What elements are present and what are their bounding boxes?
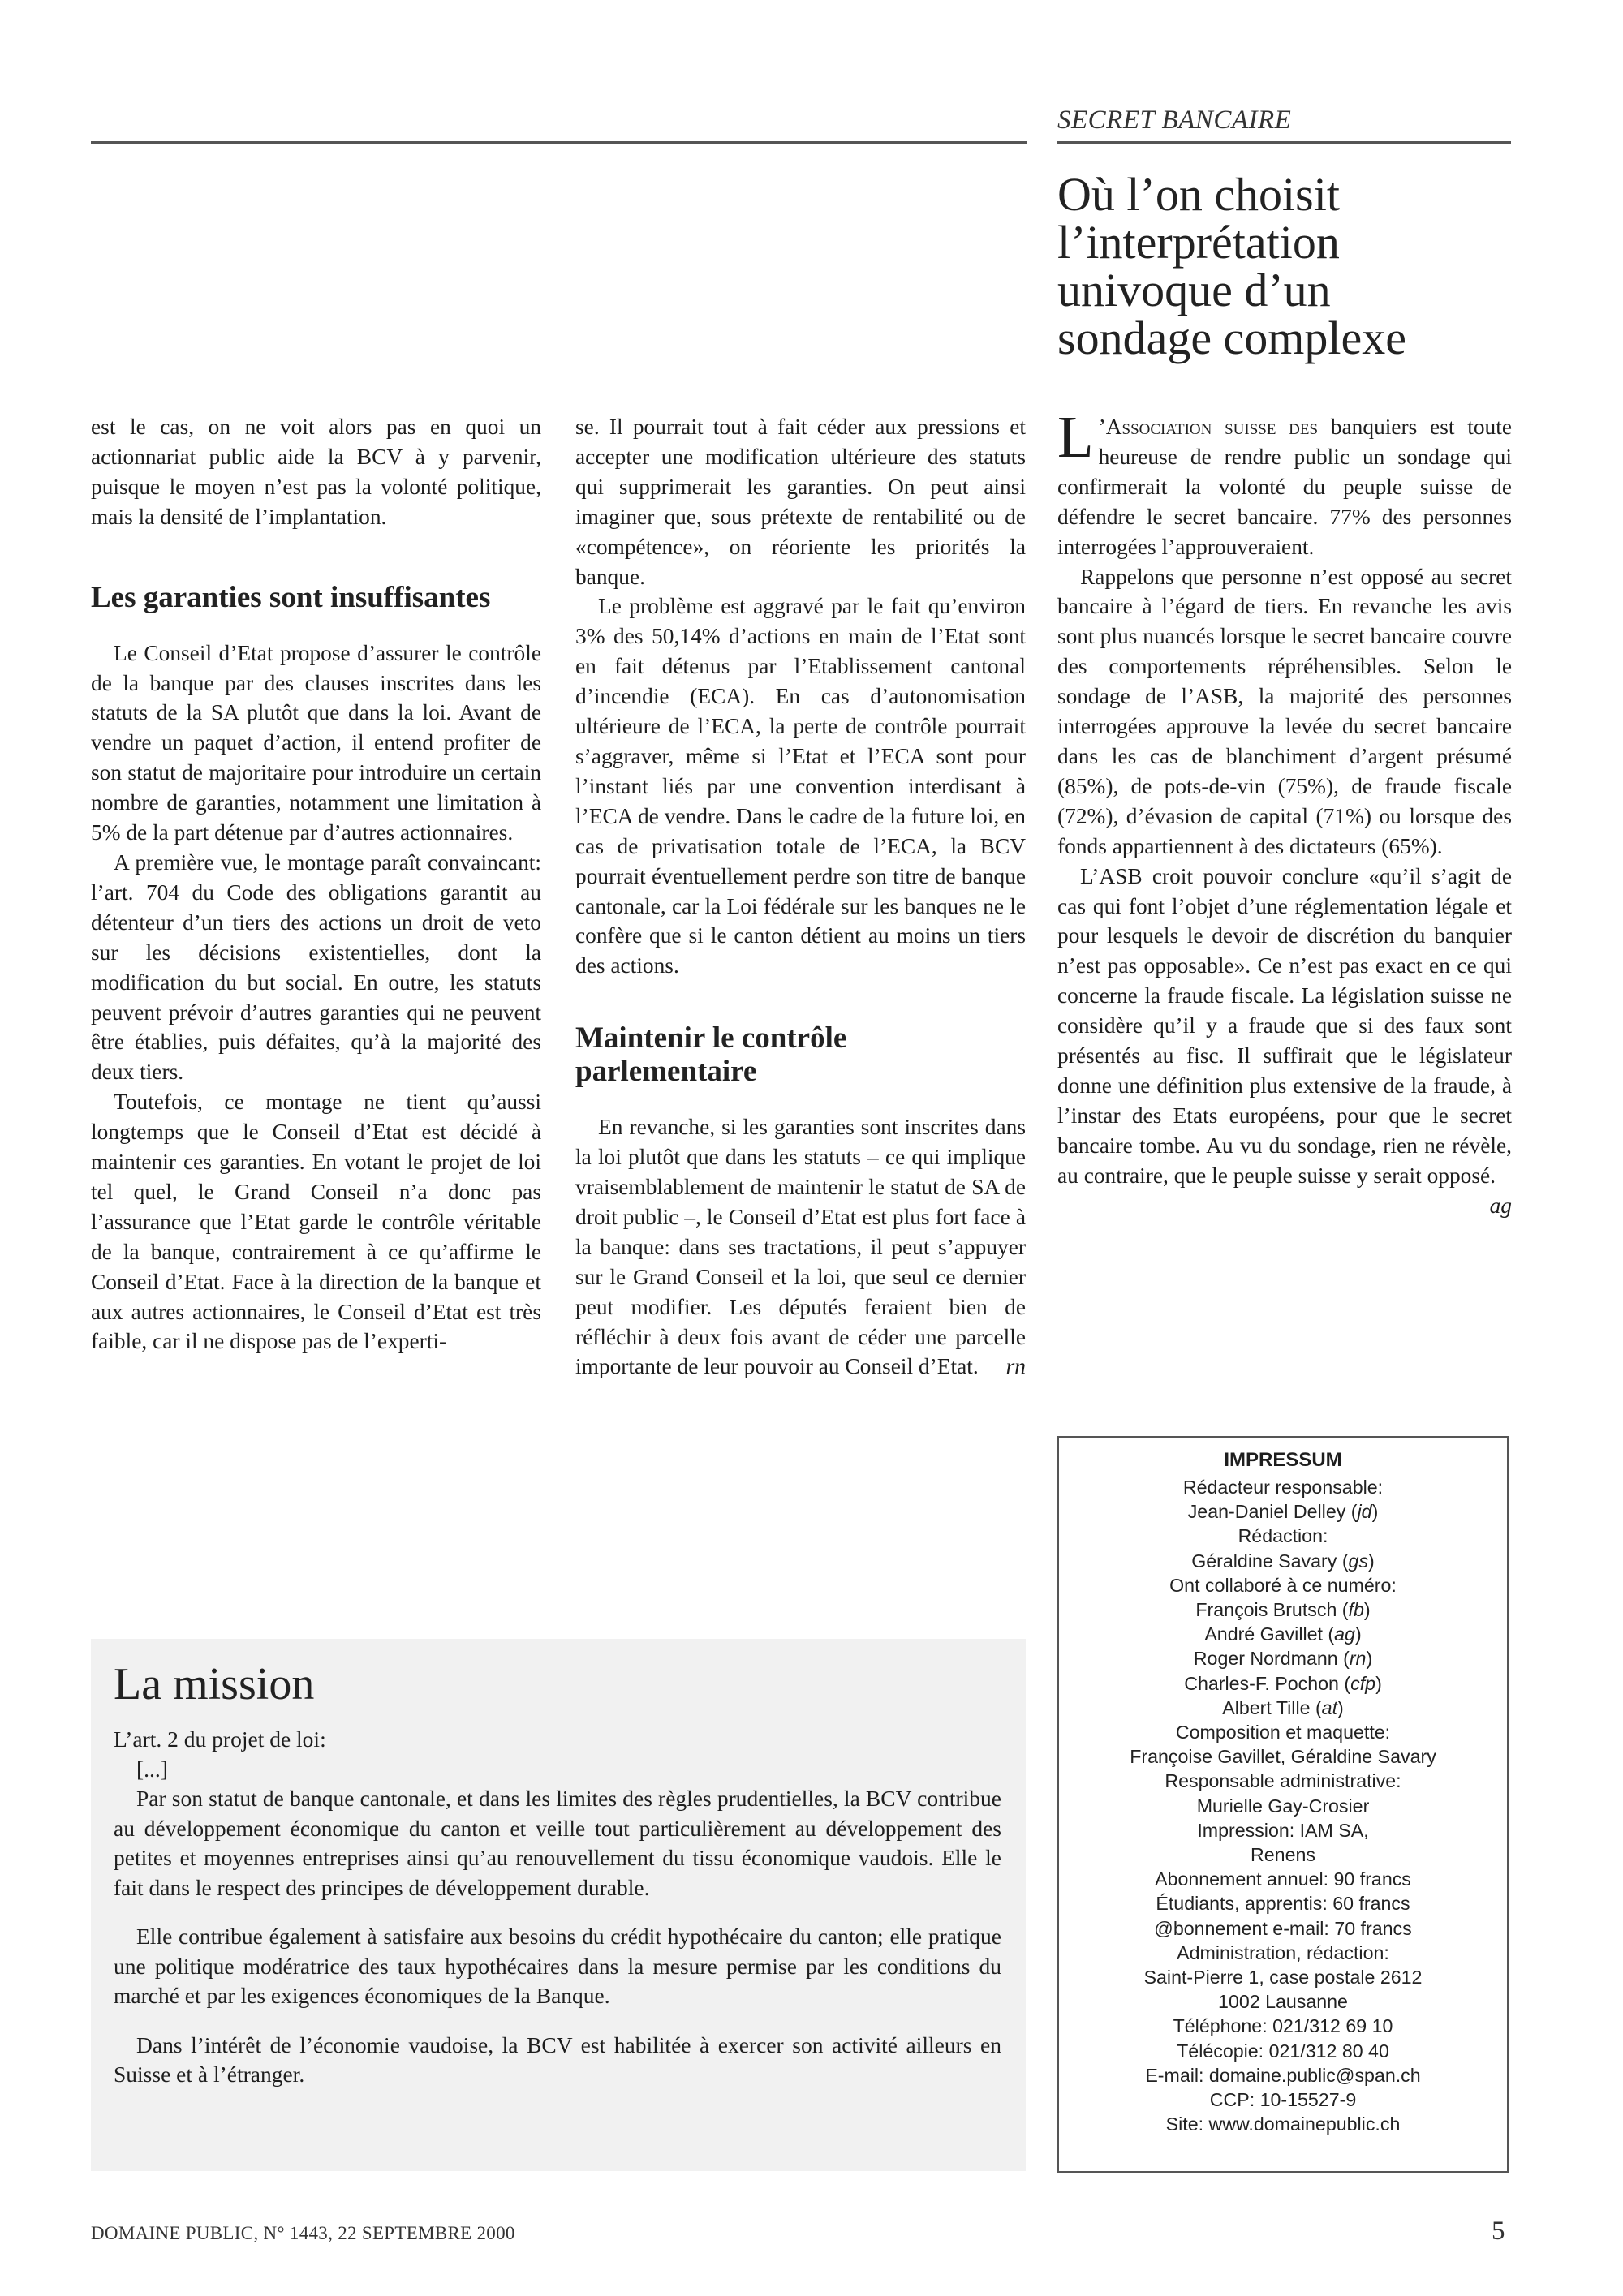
impressum-name: François Brutsch (1195, 1599, 1337, 1621)
paragraph: A première vue, le montage paraît convaincant: l’art. 704 du Code des obligations garantit au détenteur d’un tiers des actions un droit de veto sur les décisions existentielles, dont la modification du but social. En outre, les statuts peuvent prévoir d’autres garanties qui ne peuvent être établies, puis défaites, qu’à la majorité des deux tiers. (91, 849, 541, 1085)
section-label: SECRET BANCAIRE (1057, 105, 1292, 135)
lead-smallcaps: ’Association suisse des (1098, 415, 1319, 439)
paragraph: Toutefois, ce montage ne tient qu’aussi longtemps que le Conseil d’Etat est décidé à maintenir ces garanties. En votant le projet de loi tel quel, le Grand Conseil n’a donc pas l’assurance que l’Etat garde le contrôle véritable de la banque, contrairement à ce qu’affirme le Conseil d’Etat. Face à la direction de la banque et aux autres actionnaires, le Conseil d’Etat est très faible, car il ne dispose pas de l’experti- (91, 1090, 541, 1354)
subheading: Maintenir le contrôle parlementaire (575, 1021, 847, 1089)
headline-line: Où l’on choisit (1057, 168, 1340, 221)
mission-box (91, 1639, 1026, 2171)
impressum-initials: jd (1357, 1501, 1372, 1523)
impressum-name: Géraldine Savary (1191, 1550, 1337, 1572)
impressum-line: Charles-F. Pochon (cfp) (1184, 1672, 1382, 1694)
impressum-box (1057, 1436, 1509, 2173)
impressum-line: Ont collaboré à ce numéro: (1169, 1574, 1397, 1596)
paragraph: Dans l’intérêt de l’économie vaudoise, la BCV est habilitée à exercer son activité ailleurs en Suisse et à l’étranger. (114, 2032, 1001, 2087)
impressum-line: André Gavillet (ag) (1204, 1623, 1362, 1645)
impressum-line: Administration, rédaction: (1177, 1941, 1389, 1963)
paragraph: Rappelons que personne n’est opposé au secret bancaire à l’égard de tiers. En revanche les avis sont plus nuancés lorsque le secret bancaire couvre des comportements répréhensibles. Selon le sondage de l’ASB, la majorité des personnes interrogées approuve la levée du secret bancaire dans les cas de blanchiment d’argent présumé (85%), de pots-de-vin (75%), de fraude fiscale (72%), d’évasion de capital (71%) ou lorsque des fonds appartiennent à des dictateurs (65%). (1057, 564, 1512, 858)
impressum-title: IMPRESSUM (1224, 1449, 1342, 1471)
impressum-name: Albert Tille (1222, 1696, 1311, 1718)
impressum-line: Murielle Gay-Crosier (1196, 1795, 1370, 1817)
impressum-initials: gs (1348, 1550, 1369, 1572)
column-2 (575, 412, 1026, 1382)
mission-intro: L’art. 2 du projet de loi: (114, 1726, 326, 1752)
impressum-initials: cfp (1350, 1672, 1376, 1694)
impressum-name: Charles-F. Pochon (1184, 1672, 1339, 1694)
paragraph-text: banquiers est toute heureuse de rendre public un sondage qui confirmerait la volonté du peuple suisse de défendre le secret bancaire. 77% des personnes interrogées l’approuveraient. (1057, 415, 1512, 559)
header-rule-left (91, 141, 1027, 144)
impressum-line: @bonnement e-mail: 70 francs (1154, 1917, 1412, 1939)
paragraph-text: L’ASB croit pouvoir conclure «qu’il s’agit de cas qui font l’objet d’une réglementation légale et pour lesquels le devoir de discrétion du banquier n’est pas opposable». Ce n’est pas exact en ce qui concerne la fraude fiscale. La législation suisse ne considère qu’il y a fraude que si des faux sont présentés au fisc. Il suffirait que le législateur donne une définition plus extensive de la fraude, à l’instar des Etats européens, pour que le secret bancaire tombe. Au vu du sondage, rien ne révèle, au contraire, que le peuple suisse y serait opposé. (1057, 863, 1512, 1188)
lead-paragraph (1057, 404, 1512, 562)
author-signature: ag (1489, 1193, 1512, 1218)
headline-line: univoque d’un (1057, 264, 1331, 316)
paragraph: Elle contribue également à satisfaire aux besoins du crédit hypothécaire du canton; elle pratique une politique modératrice des taux hypothécaires dans la mesure permise par les conditions du marché et par les exigences économiques de la Banque. (114, 1924, 1001, 2008)
author-signature: rn (1005, 1354, 1026, 1379)
impressum-line: Abonnement annuel: 90 francs (1155, 1868, 1411, 1890)
mission-title: La mission (114, 1659, 315, 1709)
impressum-line: Téléphone: 021/312 69 10 (1173, 2015, 1393, 2037)
headline-line: sondage complexe (1057, 312, 1407, 364)
impressum-initials: ag (1334, 1623, 1355, 1645)
subheading: Les garanties sont insuffisantes (91, 580, 491, 614)
impressum-name: Roger Nordmann (1193, 1648, 1338, 1670)
impressum-initials: at (1321, 1696, 1338, 1718)
impressum-line: Étudiants, apprentis: 60 francs (1156, 1893, 1410, 1915)
paragraph: est le cas, on ne voit alors pas en quoi un actionnariat public aide la BCV à y parvenir, puisque le moyen n’est pas la volonté politique, mais la densité de l’implantation. (91, 415, 541, 529)
impressum-line: E-mail: domaine.public@span.ch (1145, 2064, 1421, 2086)
column-3 (1057, 404, 1512, 1220)
paragraph: se. Il pourrait tout à fait céder aux pressions et accepter une modification ultérieure des statuts qui supprimerait les garanties. On peut ainsi imaginer que, sous prétexte de rentabilité ou de «compétence», on réoriente les priorités la banque. (575, 415, 1026, 589)
header-rule-right (1057, 141, 1511, 144)
impressum-name: André Gavillet (1204, 1623, 1323, 1645)
impressum-line: Jean-Daniel Delley (jd) (1187, 1501, 1379, 1523)
impressum-initials: fb (1348, 1599, 1364, 1621)
impressum-line: Saint-Pierre 1, case postale 2612 (1143, 1967, 1423, 1989)
paragraph (1057, 862, 1512, 1218)
publication-footer: DOMAINE PUBLIC, N° 1443, 22 SEPTEMBRE 2000 (91, 2223, 515, 2243)
paragraph: Par son statut de banque cantonale, et dans les limites des règles prudentielles, la BCV contribue au développement économique du canton et veille tout particulièrement au développement des petites et moyennes entreprises ainsi qu’au renouvellement du tissu économique vaudois. Elle le fait dans le respect des principes de développement durable. (114, 1786, 1001, 1900)
impressum-line: Impression: IAM SA, (1197, 1819, 1369, 1841)
article-headline (1057, 170, 1512, 362)
mission-ellipsis: [...] (136, 1756, 168, 1782)
impressum-line: 1002 Lausanne (1218, 1991, 1348, 2013)
impressum-line: Géraldine Savary (gs) (1191, 1550, 1375, 1572)
headline-line: l’interprétation (1057, 216, 1340, 269)
impressum-line: Responsable administrative: (1165, 1770, 1401, 1792)
paragraph-text: En revanche, si les garanties sont inscrites dans la loi plutôt que dans les statuts – ce qui implique vraisemblablement de maintenir le statut de SA de droit public –, le Conseil d’Etat est plus fort face à la banque: dans ses tractations, il peut s’appuyer sur le Grand Conseil et la loi, que seul ce dernier peut modifier. Les députés feraient bien de réfléchir à deux fois avant de céder une parcelle importante de leur pouvoir au Conseil d’Etat. (575, 1115, 1026, 1379)
impressum-line: Rédacteur responsable: (1182, 1477, 1384, 1498)
impressum-line: CCP: 10-15527-9 (1209, 2089, 1357, 2111)
impressum-line: Site: www.domainepublic.ch (1165, 2113, 1401, 2135)
impressum-line: Albert Tille (at) (1222, 1696, 1344, 1718)
impressum-line: Télécopie: 021/312 80 40 (1177, 2040, 1389, 2062)
impressum-line: Composition et maquette: (1175, 1722, 1391, 1743)
impressum-line: Rédaction: (1238, 1525, 1328, 1547)
impressum-line: Renens (1251, 1844, 1315, 1866)
impressum-initials: rn (1349, 1648, 1367, 1670)
paragraph: Le Conseil d’Etat propose d’assurer le contrôle de la banque par des clauses inscrites dans les statuts de la SA plutôt que dans la loi. Avant de vendre un paquet d’action, il entend profiter de son statut de majoritaire pour introduire un certain nombre de garanties, notamment une limitation à 5% de la part détenue par d’autres actionnaires. (91, 640, 541, 845)
page-number: 5 (1492, 2216, 1505, 2246)
paragraph: Le problème est aggravé par le fait qu’environ 3% des 50,14% d’actions en main de l’Etat sont en fait détenus par l’Etablissement cantonal d’incendie (ECA). En cas d’autonomisation ultérieure de l’ECA, la perte de contrôle pourrait s’aggraver, même si l’Etat et l’ECA sont pour l’instant liés par une convention interdisant à l’ECA de vendre. Dans le cadre de la future loi, en cas de privatisation totale de l’ECA, la BCV pourrait éventuellement perdre son titre de banque cantonale, car la Loi fédérale sur les banques ne le confère que si le canton détient au moins un tiers des actions. (575, 594, 1026, 978)
paragraph (575, 1112, 1026, 1382)
column-1 (91, 412, 541, 1357)
impressum-line: François Brutsch (fb) (1195, 1599, 1371, 1621)
impressum-line: Françoise Gavillet, Géraldine Savary (1130, 1746, 1436, 1768)
impressum-line: Roger Nordmann (rn) (1193, 1648, 1373, 1670)
drop-cap: L (1057, 404, 1094, 470)
impressum-name: Jean-Daniel Delley (1187, 1501, 1346, 1523)
